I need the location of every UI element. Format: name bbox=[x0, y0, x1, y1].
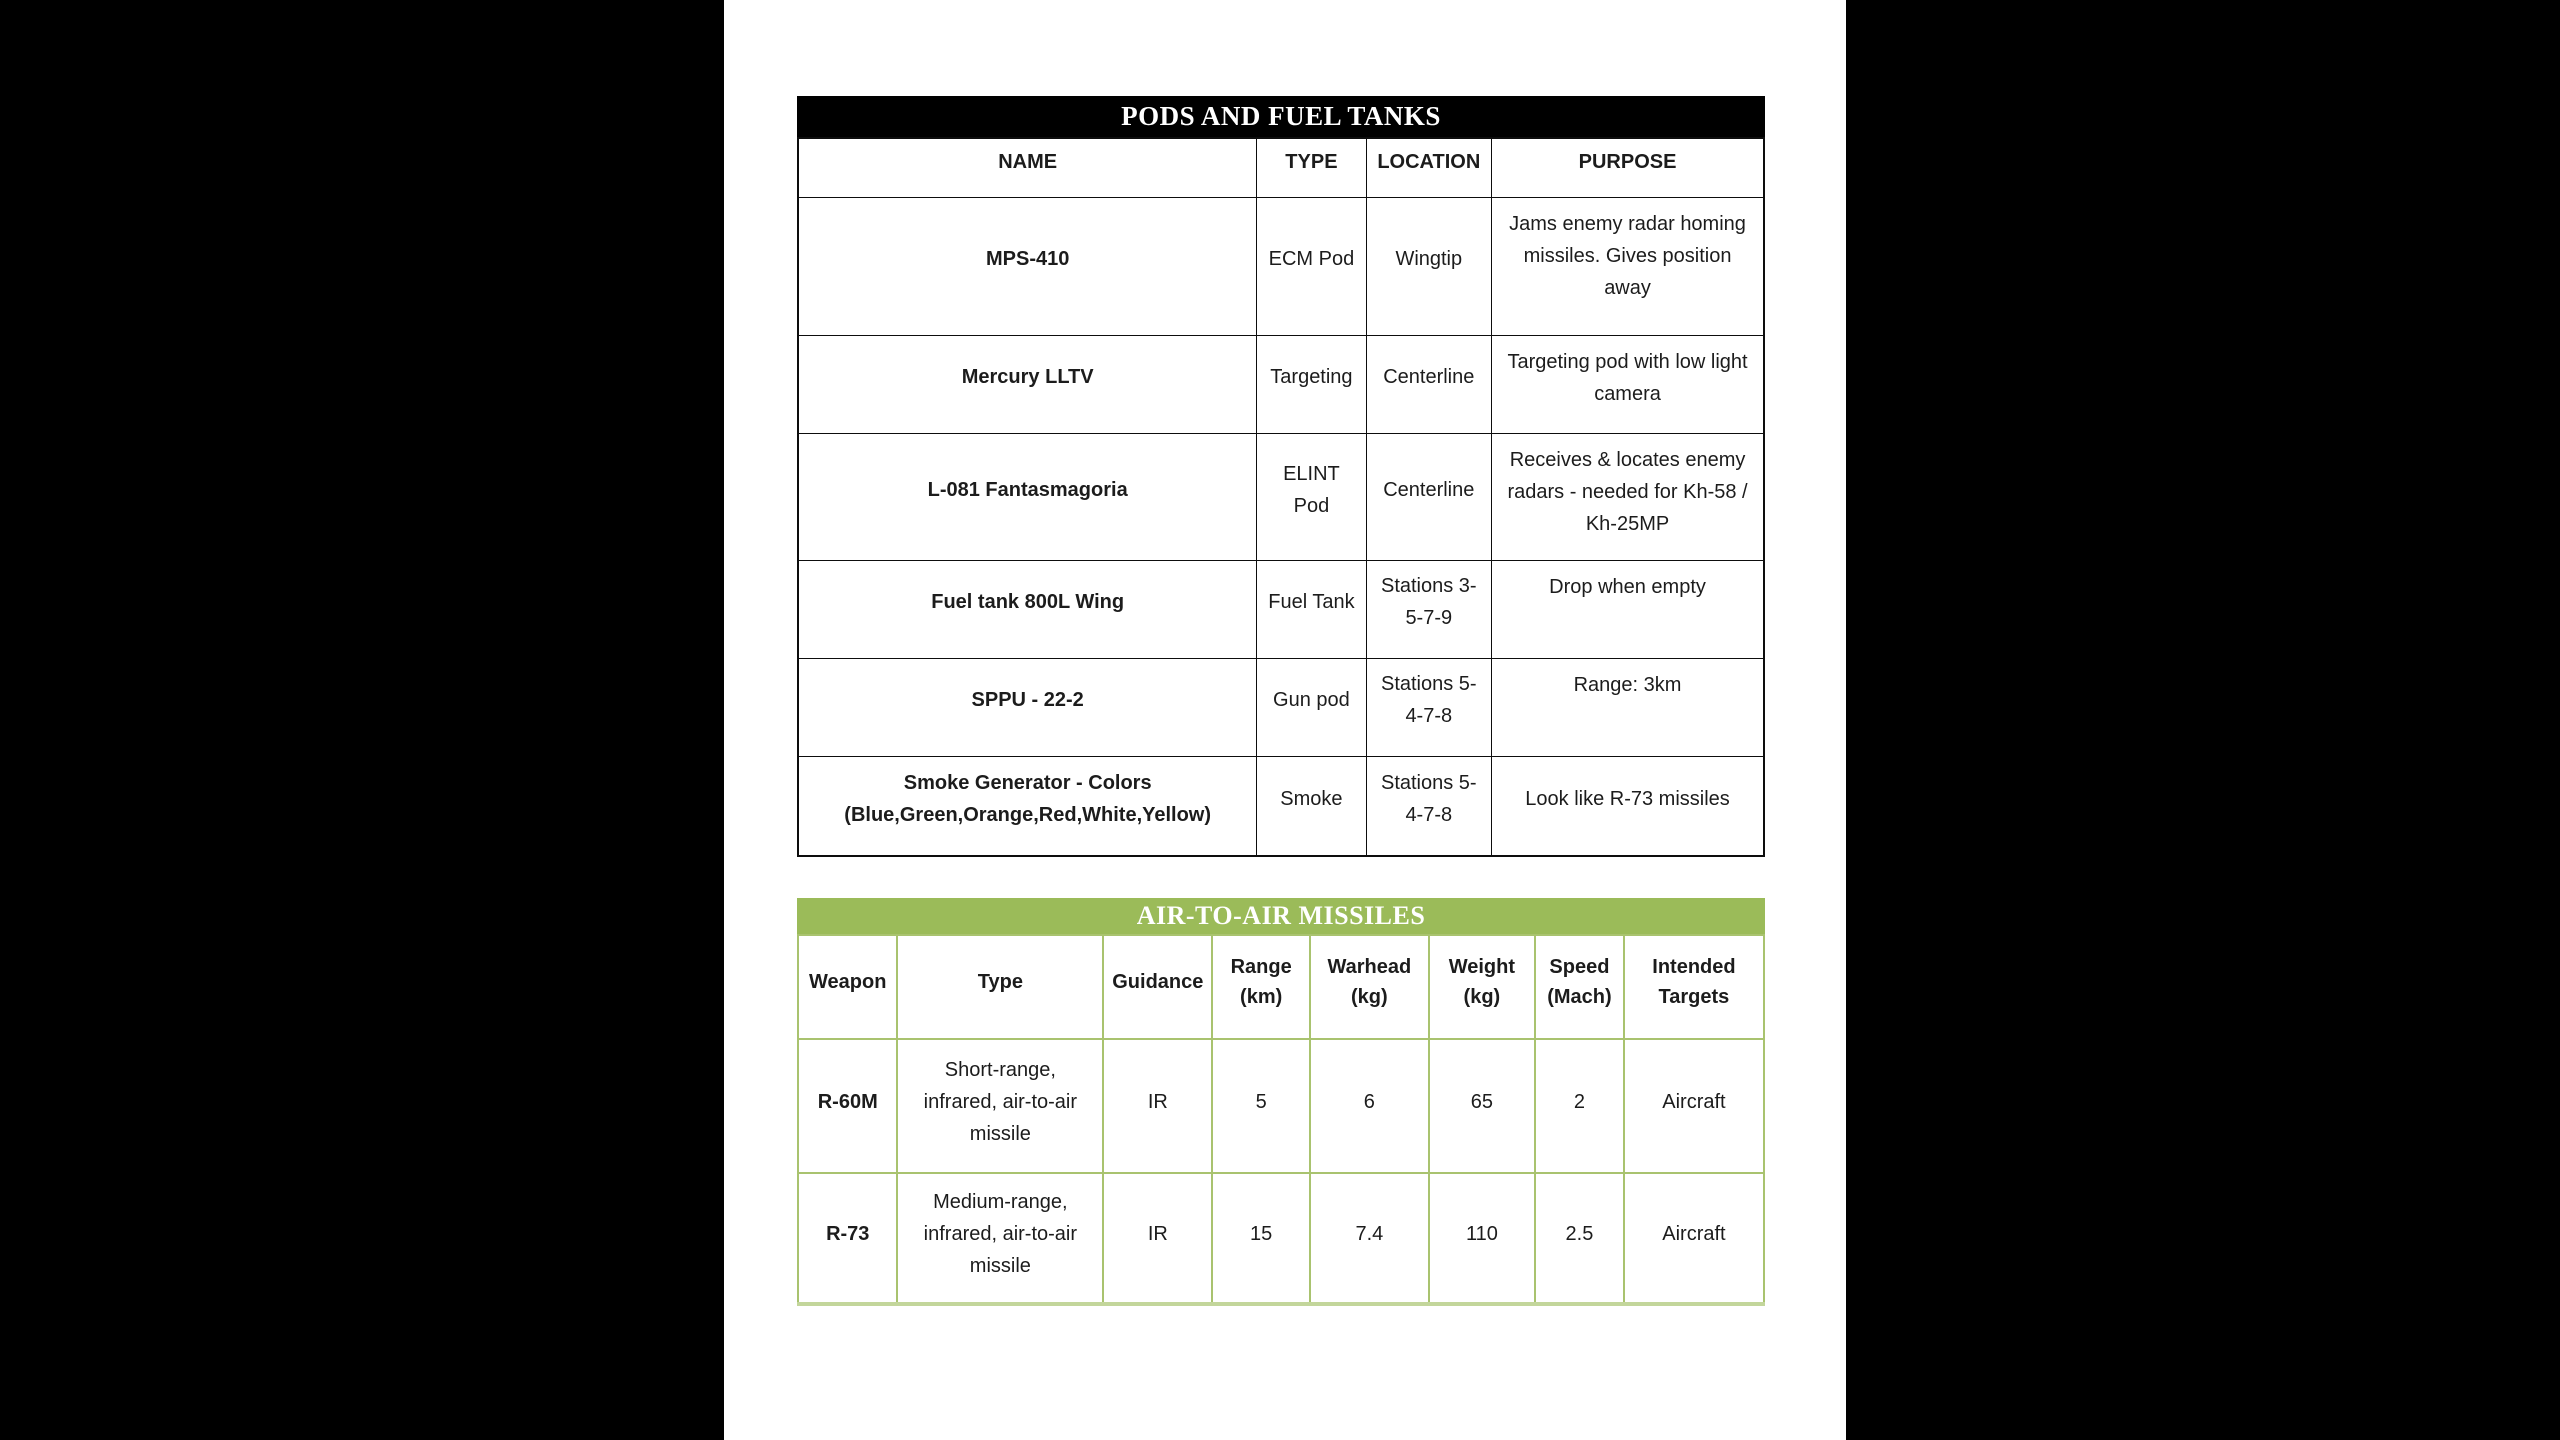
column-header: Weapon bbox=[798, 935, 897, 1039]
cell: R-73 bbox=[798, 1173, 897, 1304]
cell: 65 bbox=[1429, 1039, 1535, 1173]
column-header: Intended Targets bbox=[1624, 935, 1764, 1039]
cell: Look like R-73 missiles bbox=[1492, 756, 1764, 856]
table-row bbox=[798, 1173, 1764, 1304]
cell: 2.5 bbox=[1535, 1173, 1624, 1304]
cell: 7.4 bbox=[1310, 1173, 1429, 1304]
pods-table-title: PODS AND FUEL TANKS bbox=[797, 96, 1765, 137]
cell: Receives & locates enemy radars - needed for Kh-58 / Kh-25MP bbox=[1492, 433, 1764, 560]
table-row bbox=[798, 197, 1764, 335]
cell: R-60M bbox=[798, 1039, 897, 1173]
header-row bbox=[798, 935, 1764, 1039]
cell: 110 bbox=[1429, 1173, 1535, 1304]
column-header: Warhead (kg) bbox=[1310, 935, 1429, 1039]
cell: L-081 Fantasmagoria bbox=[798, 433, 1257, 560]
table-row bbox=[798, 658, 1764, 756]
cell: 2 bbox=[1535, 1039, 1624, 1173]
table-row bbox=[798, 335, 1764, 433]
table-row bbox=[798, 1039, 1764, 1173]
table-row bbox=[798, 756, 1764, 856]
column-header: Range (km) bbox=[1212, 935, 1310, 1039]
missiles-table-title: AIR-TO-AIR MISSILES bbox=[797, 898, 1765, 934]
missiles-table-grid bbox=[797, 934, 1765, 1306]
column-header: LOCATION bbox=[1366, 138, 1492, 197]
pods-and-fuel-tanks-table bbox=[797, 96, 1765, 857]
cell: Targeting pod with low light camera bbox=[1492, 335, 1764, 433]
cell: IR bbox=[1103, 1039, 1212, 1173]
cell: Wingtip bbox=[1366, 197, 1492, 335]
cell: Centerline bbox=[1366, 335, 1492, 433]
cell: Short-range, infrared, air-to-air missile bbox=[897, 1039, 1103, 1173]
header-row bbox=[798, 138, 1764, 197]
cell: Aircraft bbox=[1624, 1173, 1764, 1304]
pods-table-grid bbox=[797, 137, 1765, 857]
cell: Jams enemy radar homing missiles. Gives position away bbox=[1492, 197, 1764, 335]
cell: Stations 5-4-7-8 bbox=[1366, 658, 1492, 756]
cell: ECM Pod bbox=[1257, 197, 1366, 335]
cell: Stations 3-5-7-9 bbox=[1366, 560, 1492, 658]
column-header: Weight (kg) bbox=[1429, 935, 1535, 1039]
cell: Smoke Generator - Colors (Blue,Green,Orange,Red,White,Yellow) bbox=[798, 756, 1257, 856]
table-row bbox=[798, 560, 1764, 658]
cell: IR bbox=[1103, 1173, 1212, 1304]
column-header: TYPE bbox=[1257, 138, 1366, 197]
cell: Drop when empty bbox=[1492, 560, 1764, 658]
cell: 15 bbox=[1212, 1173, 1310, 1304]
cell: ELINT Pod bbox=[1257, 433, 1366, 560]
cell: Aircraft bbox=[1624, 1039, 1764, 1173]
cell: Targeting bbox=[1257, 335, 1366, 433]
column-header: NAME bbox=[798, 138, 1257, 197]
cell: Fuel tank 800L Wing bbox=[798, 560, 1257, 658]
cell: Fuel Tank bbox=[1257, 560, 1366, 658]
cell: Mercury LLTV bbox=[798, 335, 1257, 433]
cell: 6 bbox=[1310, 1039, 1429, 1173]
cell: 5 bbox=[1212, 1039, 1310, 1173]
table-row bbox=[798, 433, 1764, 560]
cell: Stations 5-4-7-8 bbox=[1366, 756, 1492, 856]
column-header: Type bbox=[897, 935, 1103, 1039]
document-page bbox=[724, 0, 1846, 1440]
cell: Gun pod bbox=[1257, 658, 1366, 756]
cell: Range: 3km bbox=[1492, 658, 1764, 756]
cell: MPS-410 bbox=[798, 197, 1257, 335]
air-to-air-missiles-table bbox=[797, 898, 1765, 1306]
column-header: Guidance bbox=[1103, 935, 1212, 1039]
column-header: PURPOSE bbox=[1492, 138, 1764, 197]
cell: Centerline bbox=[1366, 433, 1492, 560]
cell: SPPU - 22-2 bbox=[798, 658, 1257, 756]
cell: Smoke bbox=[1257, 756, 1366, 856]
cell: Medium-range, infrared, air-to-air missile bbox=[897, 1173, 1103, 1304]
column-header: Speed (Mach) bbox=[1535, 935, 1624, 1039]
